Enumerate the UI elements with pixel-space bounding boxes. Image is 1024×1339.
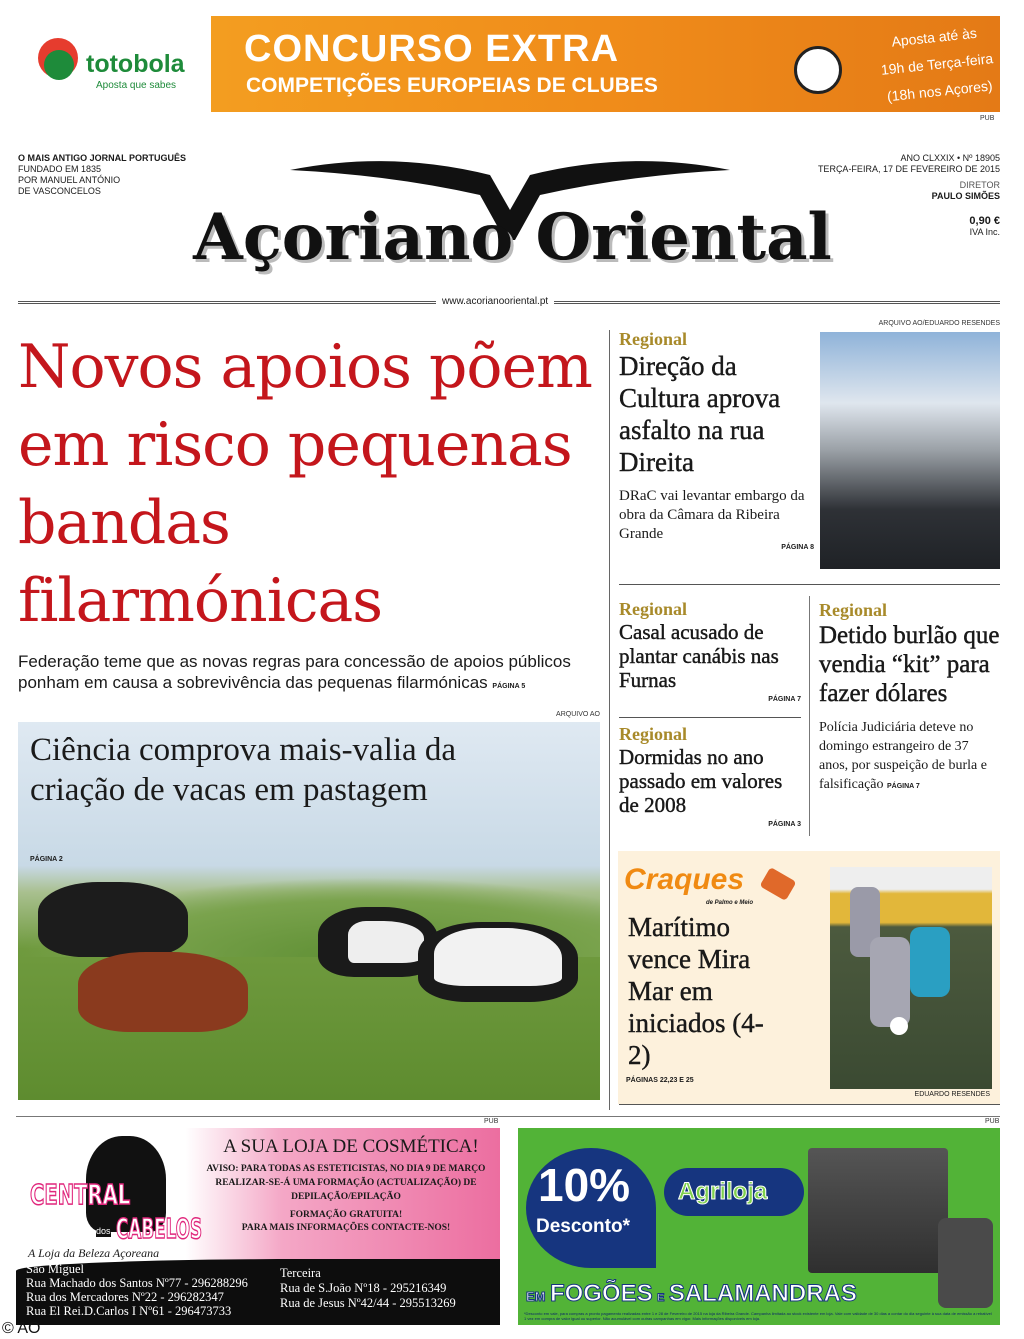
headline-em: EM [526,1289,546,1304]
clover-leaf-icon [44,50,74,80]
logo-text: dos [96,1226,111,1236]
totobola-banner-ad[interactable] [16,16,1000,112]
headline-salamandras: SALAMANDRAS [668,1280,857,1307]
pub-label: PUB [980,115,995,122]
street-photo[interactable] [820,332,1000,569]
deadline-line: 19h de Terça-feira [880,50,994,78]
founded: FUNDADO EM 1835 [18,164,102,174]
salamander-stove-image [938,1218,993,1308]
discount-label: Desconto* [536,1216,630,1237]
story-burlao[interactable] [819,600,1000,796]
story-headline[interactable]: Detido burlão que vendia “kit” para fazer dólares [819,622,1000,707]
photo-credit: ARQUIVO AO/EDUARDO RESENDES [878,320,1000,327]
deadline-line: (18h nos Açores) [886,77,994,105]
page-ref: PÁGINAS 22,23 E 25 [626,1077,694,1084]
address-line: Terceira [280,1266,321,1280]
craques-logo: Craques [624,863,745,896]
page-ref: PÁGINA 7 [768,696,801,703]
logo-text: CENTRAL [30,1178,131,1211]
brand-tagline: Aposta que sabes [96,80,177,91]
discount-percent: 10% [538,1159,631,1211]
player [910,927,950,997]
section-label: Regional [619,724,688,744]
ad-contact: PARA MAIS INFORMAÇÕES CONTACTE-NOS! [241,1223,451,1233]
headline-e: E [657,1292,665,1304]
copyright: © AO [2,1320,41,1337]
banner-deadline [872,18,1000,111]
craques-logo-sub: de Palmo e Meio [706,900,754,906]
issue-number: ANO CLXXIX • Nº 18905 [900,153,1000,163]
terceira-addresses [280,1266,456,1311]
headline-fogoes: FOGÕES [549,1280,653,1307]
divider [619,1104,1000,1105]
director-name: PAULO SIMÕES [931,191,1000,201]
central-dos-cabelos-ad[interactable] [16,1128,500,1325]
section-label: Regional [619,329,688,349]
address-line: Rua El Rei.D.Carlos I Nº61 - 296473733 [26,1304,232,1318]
ad-free: FORMAÇÃO GRATUITA! [289,1210,403,1220]
divider [619,717,801,718]
masthead-right [800,153,1000,238]
newspaper-title: Açoriano Oriental [193,200,832,275]
story-casal[interactable] [619,599,801,703]
cows-photo[interactable] [18,722,600,1100]
ad-slogan: A Loja da Beleza Açoreana [28,1246,160,1260]
story-headline[interactable]: Direção da Cultura aprova asfalto na rua Direita [619,351,781,477]
story-headline[interactable]: Casal acusado de plantar canábis nas Furnas [619,620,779,692]
section-label: Regional [819,600,888,620]
pub-label: PUB [985,1118,1000,1125]
player [870,937,910,1027]
lead-summary-text: Federação teme que as novas regras para concessão de apoios públicos ponham em causa a sobrevivência das pequenas filarmónicas [18,652,571,692]
banner-subtitle: COMPETIÇÕES EUROPEIAS DE CLUBES [246,74,658,97]
price-note: IVA Inc. [969,227,1000,237]
headline [526,1280,857,1312]
issue-date: TERÇA-FEIRA, 17 DE FEVEREIRO DE 2015 [817,164,1000,174]
totobola-logo [16,16,211,112]
boot-icon [760,867,797,901]
price: 0,90 € [969,215,1000,227]
photo-credit: ARQUIVO AO [556,711,600,718]
page-ref: PÁGINA 3 [768,821,801,828]
tagline: O MAIS ANTIGO JORNAL PORTUGUÊS [18,153,187,163]
address-line: Rua Machado dos Santos Nº77 - 296288296 [26,1276,248,1290]
section-label: Regional [619,599,688,619]
story-dormidas[interactable] [619,724,801,828]
photo-credit: EDUARDO RESENDES [914,1091,990,1098]
story-direcao[interactable] [619,329,814,551]
story-headline[interactable]: Marítimo vence Mira Mar em iniciados (4-2) [628,912,764,1070]
soccer-photo[interactable] [830,867,992,1089]
column-divider [809,596,810,836]
fine-print: *Desconto em vale, para compras a pronto pagamento realizadas entre 1 e 28 de Fevereiro de 2015 na loja da Ribeira Grande. Campanha limitada ao stock existente em loja. Vale com validade de 30 dias a contar do dia seguinte à sua data de emissão a rebatível 1 vez em compra de valor igual ou superior. Não acumulável com outras campanhas em vigor. Mais informações disponíveis em loja. [524,1311,992,1321]
pub-label: PUB [484,1118,499,1125]
lead-headline[interactable]: Novos apoios põem em risco pequenas bandas filarmónicas [18,332,592,636]
director-label: DIRETOR [959,180,1000,190]
lead-summary [18,651,603,697]
divider [16,1116,1000,1117]
story-headline[interactable]: Dormidas no ano passado em valores de 2008 [619,745,783,817]
brand-name: totobola [86,50,185,78]
founder: DE VASCONCELOS [18,186,101,196]
address-line: São Miguel [26,1262,84,1276]
divider [619,584,1000,585]
founder: POR MANUEL ANTÓNIO [18,175,121,185]
ball [890,1017,908,1035]
story-summary [819,718,1000,796]
address-line: Rua de Jesus Nº42/44 - 295513269 [280,1296,456,1310]
agriloja-ad[interactable] [518,1128,1000,1325]
story-summary-text: Polícia Judiciária deteve no domingo estrangeiro de 37 anos, por suspeição de burla e falsificação [819,720,987,792]
page-ref: PÁGINA 8 [781,544,814,551]
banner-title: CONCURSO EXTRA [244,28,620,70]
ad-notice: AVISO: PARA TODAS AS ESTETICISTAS, NO DIA 9 DE MARÇO REALIZAR-SE-Á UMA FORMAÇÃO (ACTUALIZAÇÃO) DE DEPILAÇÃO/EPILAÇÃO [206,1164,486,1202]
sao-miguel-addresses [26,1262,248,1318]
page-ref: PÁGINA 2 [30,856,63,863]
cow [78,952,248,1032]
cow [418,922,578,1002]
story-summary: DRaC vai levantar embargo da obra da Câmara da Ribeira Grande [619,488,805,542]
logo-text: CABELOS [116,1212,203,1245]
column-divider [609,330,610,1110]
soccer-ball-icon [794,46,842,94]
page-ref: PÁGINA 5 [492,683,526,690]
brand-name: Agriloja [678,1178,768,1205]
ad-title: A SUA LOJA DE COSMÉTICA! [223,1136,479,1157]
address-line: Rua dos Mercadores Nº22 - 296282347 [26,1290,224,1304]
stove-image [808,1148,948,1273]
masthead-left [18,153,186,197]
page-ref: PÁGINA 7 [887,783,920,790]
photo-story-headline[interactable]: Ciência comprova mais-valia da criação de vacas em pastagem [30,732,457,808]
deadline-line: Aposta até às [890,24,978,50]
cow [38,882,188,957]
website-link[interactable]: www.acorianooriental.pt [436,296,554,307]
address-line: Rua de S.João Nº18 - 295216349 [280,1281,447,1295]
